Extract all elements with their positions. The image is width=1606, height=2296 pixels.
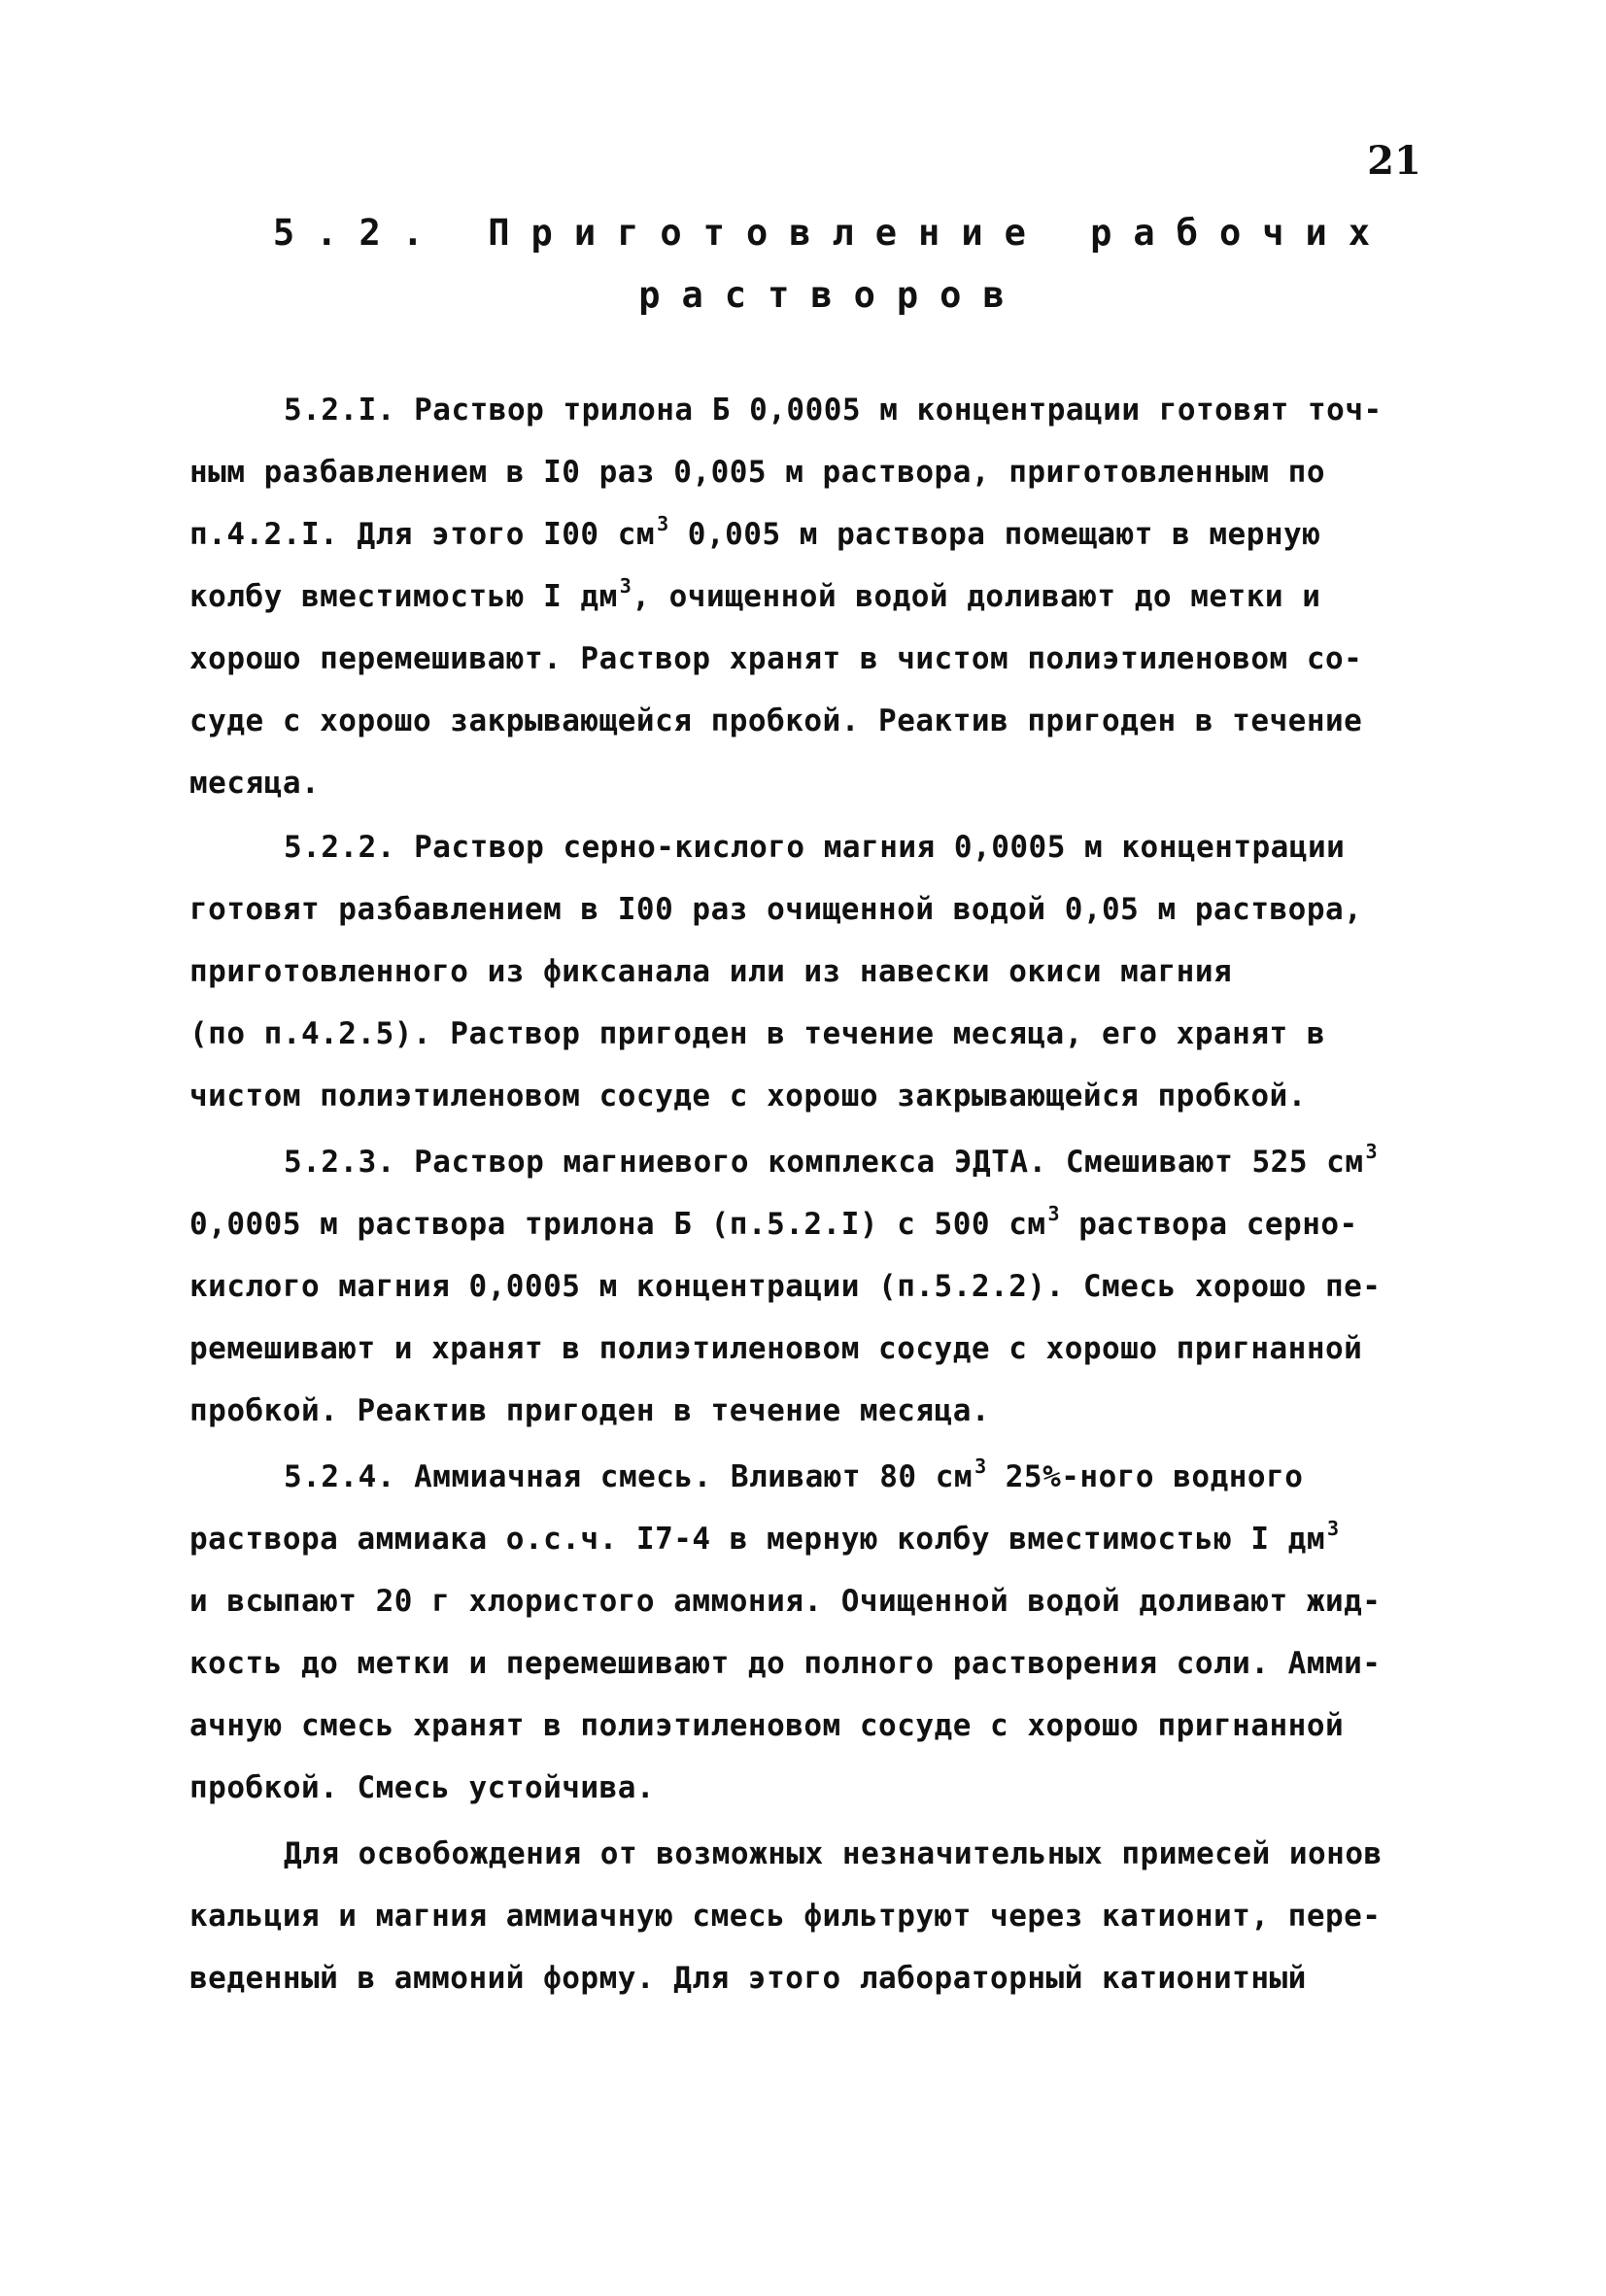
- text-line: 5.2.3. Раствор магниевого комплекса ЭДТА. Смешивают 525 см $^3$: [284, 1140, 1379, 1180]
- text-line: приготовленного из фиксанала или из навески окиси магния: [189, 954, 1233, 989]
- text-line: ачную смесь хранят в полиэтиленовом сосуде с хорошо пригнанной: [189, 1708, 1345, 1743]
- text-line: пробкой. Смесь устойчива.: [189, 1770, 656, 1805]
- text-line: готовят разбавлением в I00 раз очищенной водой 0,05 м раствора,: [189, 892, 1363, 927]
- page-number: 21: [1367, 138, 1421, 184]
- text-line: 5.2.I. Раствор трилона Б 0,0005 м концентрации готовят точ-: [284, 393, 1383, 428]
- text-line: 5.2.2. Раствор серно-кислого магния 0,0005 м концентрации: [284, 830, 1346, 865]
- text-line: 5.2.4. Аммиачная смесь. Вливают 80 см $^3$ 25%-ного водного: [284, 1455, 1304, 1494]
- text-line: ным разбавлением в I0 раз 0,005 м раствора, приготовленным по: [189, 455, 1325, 490]
- text-line: кость до метки и перемешивают до полного растворения соли. Амми-: [189, 1646, 1382, 1681]
- text-line: Для освобождения от возможных незначительных примесей ионов: [284, 1836, 1383, 1871]
- text-line: чистом полиэтиленовом сосуде с хорошо закрывающейся пробкой.: [189, 1079, 1307, 1114]
- text-line: месяца.: [189, 766, 321, 801]
- text-line: кислого магния 0,0005 м концентрации (п.5.2.2). Смесь хорошо пе-: [189, 1269, 1382, 1304]
- text-line: и всыпают 20 г хлористого аммония. Очищенной водой доливают жид-: [189, 1584, 1382, 1619]
- text-line: суде с хорошо закрывающейся пробкой. Реактив пригоден в течение: [189, 703, 1363, 738]
- text-line: (по п.4.2.5). Раствор пригоден в течение месяца, его хранят в: [189, 1016, 1325, 1051]
- text-line: веденный в аммоний форму. Для этого лабораторный катионитный: [189, 1961, 1307, 1996]
- text-line: хорошо перемешивают. Раствор хранят в чистом полиэтиленовом со-: [189, 641, 1363, 676]
- section-title: 5.2. Приготовление рабочих: [272, 212, 1392, 254]
- text-line: 0,0005 м раствора трилона Б (п.5.2.I) с 500 см $^3$ раствора серно-: [189, 1202, 1358, 1242]
- text-line: раствора аммиака о.с.ч. I7-4 в мерную колбу вместимостью I дм $^3$: [189, 1517, 1340, 1557]
- text-line: кальция и магния аммиачную смесь фильтруют через катионит, пере-: [189, 1899, 1382, 1934]
- text-line: колбу вместимостью I дм $^3$, очищенной водой доливают до метки и: [189, 574, 1321, 614]
- section-title-continued: растворов: [638, 274, 1026, 316]
- text-line: ремешивают и хранят в полиэтиленовом сосуде с хорошо пригнанной: [189, 1331, 1363, 1366]
- text-line: пробкой. Реактив пригоден в течение месяца.: [189, 1393, 991, 1428]
- text-line: п.4.2.I. Для этого I00 см $^3$ 0,005 м раствора помещают в мерную: [189, 512, 1321, 552]
